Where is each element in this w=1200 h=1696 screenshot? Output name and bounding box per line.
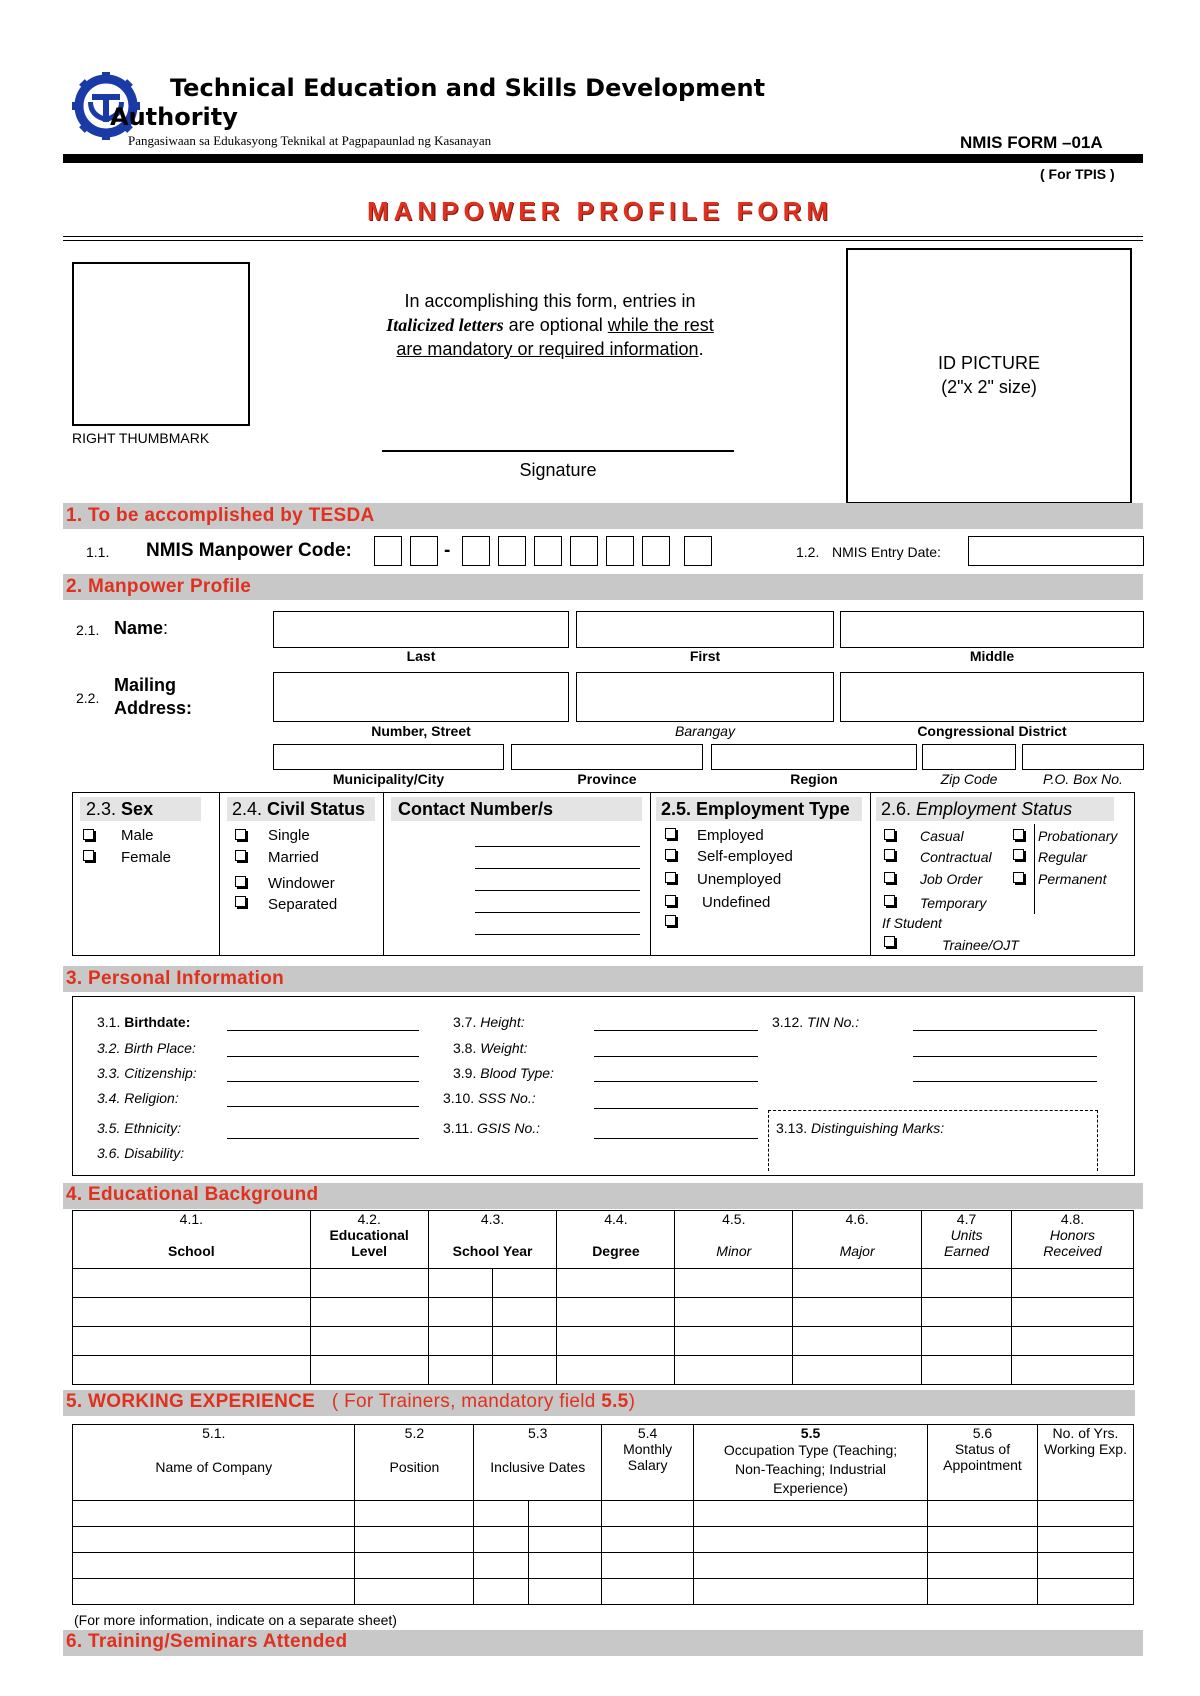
status-trainee-checkbox[interactable] xyxy=(884,936,895,947)
empstatus-inner-divider xyxy=(1034,824,1035,914)
ethnicity-num: 3.5. xyxy=(97,1120,121,1136)
edu-row[interactable] xyxy=(73,1327,1134,1356)
code-box-5[interactable] xyxy=(534,536,562,566)
status-divider-1 xyxy=(219,792,220,955)
disability-row xyxy=(97,1145,184,1161)
code-box-9[interactable] xyxy=(684,536,712,566)
edu-col-honors-num: 4.8. xyxy=(1060,1211,1085,1227)
instructions xyxy=(355,289,745,361)
section5-note-field: 5.5 xyxy=(601,1391,629,1412)
edu-col-major-num: 4.6. xyxy=(845,1211,869,1227)
work-col-occupation xyxy=(694,1425,928,1501)
bloodtype-line[interactable] xyxy=(594,1081,758,1082)
status-casual-label: Casual xyxy=(920,828,964,844)
work-col-years xyxy=(1037,1425,1133,1501)
sex-num: 2.3. xyxy=(86,799,117,819)
status-joborder-checkbox[interactable] xyxy=(884,872,895,883)
edu-row[interactable] xyxy=(73,1356,1134,1385)
instructions-italic: Italicized letters xyxy=(386,315,504,335)
id-picture-line2: (2"x 2" size) xyxy=(941,377,1037,397)
code-box-1[interactable] xyxy=(374,536,402,566)
address-province-label: Province xyxy=(577,771,637,787)
civil-windower-label: Windower xyxy=(268,875,335,892)
gsis-row xyxy=(443,1120,540,1136)
section5-note-suffix: ) xyxy=(628,1391,636,1412)
religion-label: Religion: xyxy=(124,1090,179,1106)
contact-line-1[interactable] xyxy=(475,846,640,847)
ethnicity-label: Ethnicity: xyxy=(124,1120,182,1136)
emptype-header xyxy=(661,799,850,820)
code-box-7[interactable] xyxy=(606,536,634,566)
weight-num: 3.8. xyxy=(453,1040,477,1056)
item-1-2-num: 1.2. xyxy=(796,544,820,560)
manpower-code-label: NMIS Manpower Code: xyxy=(146,540,352,561)
tin-num: 3.12. xyxy=(772,1014,804,1030)
work-col-dates xyxy=(474,1425,602,1501)
work-col-position-label: Position xyxy=(389,1459,440,1475)
sss-num: 3.10. xyxy=(443,1090,475,1106)
address-region-field[interactable] xyxy=(711,744,917,770)
weight-label: Weight: xyxy=(480,1040,528,1056)
height-num: 3.7. xyxy=(453,1014,477,1030)
civil-num: 2.4. xyxy=(232,799,263,819)
empstatus-num: 2.6. xyxy=(881,799,912,819)
tin-row xyxy=(772,1014,859,1030)
section5-note xyxy=(332,1391,635,1412)
edu-row[interactable] xyxy=(73,1269,1134,1298)
height-row xyxy=(453,1014,525,1030)
contact-line-5[interactable] xyxy=(475,934,640,935)
work-col-occupation-num: 5.5 xyxy=(800,1425,821,1441)
civil-separated-label: Separated xyxy=(268,896,338,913)
edu-col-honors xyxy=(1011,1211,1133,1269)
sex-female-label: Female xyxy=(121,849,172,866)
citizenship-num: 3.3. xyxy=(97,1065,121,1081)
ethnicity-row xyxy=(97,1120,181,1136)
edu-col-year xyxy=(428,1211,557,1269)
work-footnote: (For more information, indicate on a separate sheet) xyxy=(74,1612,397,1628)
mailing-label-line2: Address xyxy=(114,698,187,718)
emptype-employed-checkbox[interactable] xyxy=(665,828,676,839)
status-permanent-checkbox[interactable] xyxy=(1013,872,1024,883)
address-district-label: Congressional District xyxy=(917,723,1067,739)
bloodtype-label: Blood Type: xyxy=(480,1065,554,1081)
work-col-appointment-num: 5.6 xyxy=(972,1425,993,1441)
instructions-mid: are optional xyxy=(503,315,608,335)
edu-col-degree xyxy=(557,1211,675,1269)
bloodtype-row xyxy=(453,1065,554,1081)
address-province-field[interactable] xyxy=(511,744,703,770)
form-title: MANPOWER PROFILE FORM xyxy=(366,196,834,226)
section5-note-prefix: ( For Trainers, mandatory field xyxy=(331,1391,602,1412)
birthplace-label: Birth Place: xyxy=(124,1040,196,1056)
emptype-num: 2.5. xyxy=(661,799,692,819)
gsis-line[interactable] xyxy=(594,1138,758,1139)
address-region-label: Region xyxy=(790,771,838,787)
work-col-dates-num: 5.3 xyxy=(528,1425,548,1441)
name-label xyxy=(114,618,168,639)
tin-line-2[interactable] xyxy=(913,1056,1097,1057)
edu-col-degree-label: Degree xyxy=(592,1243,640,1259)
id-picture-line1: ID PICTURE xyxy=(937,353,1040,373)
org-subtitle: Pangasiwaan sa Edukasyong Teknikal at Pagpapaunlad ng Kasanayan xyxy=(128,133,492,148)
mailing-label: Mailing Address: xyxy=(114,675,193,718)
edu-col-school-label: School xyxy=(168,1243,215,1259)
signature-line xyxy=(382,450,734,452)
code-box-3[interactable] xyxy=(462,536,490,566)
work-col-company-num: 5.1. xyxy=(202,1425,226,1441)
status-regular-label: Regular xyxy=(1038,849,1088,865)
mailing-label-line1: Mailing xyxy=(114,675,176,695)
status-contractual-label: Contractual xyxy=(920,849,992,865)
work-col-company xyxy=(73,1425,355,1501)
edu-col-minor-label: Minor xyxy=(716,1243,752,1259)
civil-single-label: Single xyxy=(268,827,310,844)
edu-col-degree-num: 4.4. xyxy=(604,1211,628,1227)
title-rule-bottom xyxy=(63,240,1143,241)
gsis-label: GSIS No.: xyxy=(477,1120,541,1136)
religion-num: 3.4. xyxy=(97,1090,121,1106)
status-joborder-label: Job Order xyxy=(920,871,983,887)
name-last-label: Last xyxy=(406,648,436,664)
emptype-employed-label: Employed xyxy=(697,827,764,844)
edu-col-minor-num: 4.5. xyxy=(722,1211,746,1227)
birthdate-num: 3.1. xyxy=(97,1014,121,1030)
work-col-salary-label: Monthly Salary xyxy=(623,1441,673,1473)
work-table xyxy=(72,1424,1134,1605)
id-picture-label xyxy=(846,351,1132,399)
emptype-undefined-checkbox[interactable] xyxy=(665,895,676,906)
work-row[interactable] xyxy=(73,1527,1134,1553)
code-box-2[interactable] xyxy=(410,536,438,566)
education-table xyxy=(72,1210,1134,1385)
ethnicity-line[interactable] xyxy=(227,1138,419,1139)
marks-num: 3.13. xyxy=(776,1120,808,1136)
sss-label: SSS No.: xyxy=(478,1090,536,1106)
status-casual-checkbox[interactable] xyxy=(884,829,895,840)
work-col-salary xyxy=(602,1425,694,1501)
work-col-appointment-label: Status of Appointment xyxy=(943,1441,1022,1473)
work-row[interactable] xyxy=(73,1501,1134,1527)
address-city-label: Municipality/City xyxy=(332,771,445,787)
religion-line[interactable] xyxy=(227,1106,419,1107)
birthplace-line[interactable] xyxy=(227,1056,419,1057)
birthdate-label: Birthdate: xyxy=(124,1014,191,1030)
gsis-num: 3.11. xyxy=(443,1120,474,1136)
height-line[interactable] xyxy=(594,1030,758,1031)
civil-separated-checkbox[interactable] xyxy=(235,896,246,907)
thumbmark-label: RIGHT THUMBMARK xyxy=(72,430,210,446)
status-divider-2 xyxy=(383,792,384,955)
address-pobox-field[interactable] xyxy=(1022,744,1144,770)
birthdate-row xyxy=(97,1014,190,1030)
code-box-4[interactable] xyxy=(498,536,526,566)
civil-married-label: Married xyxy=(268,849,319,866)
status-regular-checkbox[interactable] xyxy=(1013,849,1024,860)
birthdate-line[interactable] xyxy=(227,1030,419,1031)
sex-header xyxy=(86,799,153,820)
code-box-6[interactable] xyxy=(570,536,598,566)
emptype-label: Employment Type xyxy=(696,799,850,819)
birthplace-num: 3.2. xyxy=(97,1040,121,1056)
birthplace-row xyxy=(97,1040,196,1056)
address-district-field[interactable] xyxy=(840,672,1144,722)
work-col-appointment xyxy=(928,1425,1038,1501)
disability-label: Disability: xyxy=(124,1145,185,1161)
status-probationary-checkbox[interactable] xyxy=(1013,829,1024,840)
height-label: Height: xyxy=(480,1014,525,1030)
marks-label: Distinguishing Marks: xyxy=(811,1120,945,1136)
instructions-period: . xyxy=(698,339,704,359)
status-divider-4 xyxy=(870,792,871,955)
status-probationary-label: Probationary xyxy=(1038,828,1118,844)
edu-col-year-num: 4.3. xyxy=(480,1211,505,1227)
section5-title: 5. WORKING EXPERIENCE xyxy=(66,1391,316,1412)
tin-line[interactable] xyxy=(913,1030,1097,1031)
bloodtype-num: 3.9. xyxy=(453,1065,477,1081)
name-last-field[interactable] xyxy=(273,611,569,648)
civil-header xyxy=(232,799,365,820)
instructions-line1: In accomplishing this form, entries in xyxy=(404,291,696,311)
address-zip-label: Zip Code xyxy=(940,771,998,787)
contact-line-3[interactable] xyxy=(475,890,640,891)
item-2-1-num: 2.1. xyxy=(76,622,100,638)
thumbmark-box[interactable] xyxy=(72,262,250,426)
sss-line[interactable] xyxy=(594,1108,758,1109)
name-label-text: Name xyxy=(114,618,164,638)
item-1-1-num: 1.1. xyxy=(86,544,110,560)
name-label-colon: : xyxy=(163,618,169,638)
sex-male-checkbox[interactable] xyxy=(83,829,94,840)
name-first-field[interactable] xyxy=(576,611,834,648)
edu-col-major xyxy=(793,1211,922,1269)
item-2-2-num: 2.2. xyxy=(76,690,100,706)
form-code: NMIS FORM –01A xyxy=(960,133,1103,152)
tin-label: TIN No.: xyxy=(807,1014,860,1030)
emptype-unemployed-label: Unemployed xyxy=(697,871,782,888)
title-rule-top xyxy=(63,236,1143,237)
emptype-undefined-label: Undefined xyxy=(702,894,771,911)
civil-single-checkbox[interactable] xyxy=(235,829,246,840)
instructions-underlined2: are mandatory or required information xyxy=(396,339,699,359)
status-temporary-label: Temporary xyxy=(920,895,987,911)
form-note: ( For TPIS ) xyxy=(1040,166,1115,182)
weight-line[interactable] xyxy=(594,1056,758,1057)
work-col-occupation-label: Occupation Type (Teaching; Non-Teaching; Industrial Experience) xyxy=(723,1442,898,1496)
status-trainee-label: Trainee/OJT xyxy=(942,937,1019,953)
sex-female-checkbox[interactable] xyxy=(83,850,94,861)
contact-label: Contact Number/s xyxy=(398,799,554,819)
sex-male-label: Male xyxy=(121,827,154,844)
address-city-field[interactable] xyxy=(273,744,504,770)
code-dash: - xyxy=(444,540,451,561)
edu-col-honors-label: Honors Received xyxy=(1043,1227,1102,1259)
work-row[interactable] xyxy=(73,1553,1134,1579)
civil-label: Civil Status xyxy=(267,799,366,819)
edu-col-school-num: 4.1. xyxy=(179,1211,204,1227)
edu-col-level-num: 4.2. xyxy=(357,1211,381,1227)
work-col-salary-num: 5.4 xyxy=(637,1425,658,1441)
org-name: Technical Education and Skills Development Authority xyxy=(110,74,766,131)
contact-line-2[interactable] xyxy=(475,868,640,869)
work-row[interactable] xyxy=(73,1579,1134,1605)
instructions-underlined1: while the rest xyxy=(607,315,714,335)
civil-married-checkbox[interactable] xyxy=(235,850,246,861)
section5-header xyxy=(66,1391,635,1413)
sex-label: Sex xyxy=(121,799,154,819)
edu-col-units xyxy=(922,1211,1012,1269)
religion-row xyxy=(97,1090,179,1106)
address-street-field[interactable] xyxy=(273,672,569,722)
status-permanent-label: Permanent xyxy=(1038,871,1107,887)
status-temporary-checkbox[interactable] xyxy=(884,895,895,906)
emptype-self-checkbox[interactable] xyxy=(665,849,676,860)
marks-row xyxy=(776,1120,944,1136)
edu-row[interactable] xyxy=(73,1298,1134,1327)
signature-label: Signature xyxy=(519,460,597,480)
edu-col-major-label: Major xyxy=(839,1243,875,1259)
code-box-8[interactable] xyxy=(642,536,670,566)
section2-title: 2. Manpower Profile xyxy=(66,576,252,597)
name-middle-label: Middle xyxy=(969,648,1015,664)
edu-col-minor xyxy=(675,1211,793,1269)
work-col-dates-label: Inclusive Dates xyxy=(490,1459,586,1475)
status-divider-3 xyxy=(650,792,651,955)
emptype-self-label: Self-employed xyxy=(697,848,793,865)
citizenship-label: Citizenship: xyxy=(124,1065,197,1081)
work-col-years-label: No. of Yrs. Working Exp. xyxy=(1043,1425,1127,1457)
empstatus-label: Employment Status xyxy=(916,799,1073,819)
if-student-label: If Student xyxy=(882,915,942,931)
edu-col-school xyxy=(73,1211,311,1269)
status-contractual-checkbox[interactable] xyxy=(884,849,895,860)
edu-col-units-label: Units Earned xyxy=(943,1227,990,1259)
work-col-position-num: 5.2 xyxy=(404,1425,425,1441)
section3-title: 3. Personal Information xyxy=(66,968,285,989)
name-first-label: First xyxy=(689,648,721,664)
address-barangay-field[interactable] xyxy=(576,672,834,722)
entry-date-field[interactable] xyxy=(968,536,1144,566)
work-col-company-label: Name of Company xyxy=(155,1459,273,1475)
tin-line-3[interactable] xyxy=(913,1081,1097,1082)
section4-title: 4. Educational Background xyxy=(66,1184,319,1205)
edu-col-level xyxy=(310,1211,428,1269)
work-col-position xyxy=(355,1425,474,1501)
edu-col-level-label: Educational Level xyxy=(329,1227,409,1259)
emptype-unemployed-checkbox[interactable] xyxy=(665,872,676,883)
disability-num: 3.6. xyxy=(97,1145,121,1161)
citizenship-line[interactable] xyxy=(227,1081,419,1082)
section6-title: 6. Training/Seminars Attended xyxy=(66,1631,348,1652)
section1-title: 1. To be accomplished by TESDA xyxy=(66,505,375,526)
edu-col-units-num: 4.7 xyxy=(956,1211,977,1227)
address-zip-field[interactable] xyxy=(922,744,1016,770)
entry-date-label: NMIS Entry Date: xyxy=(832,544,941,560)
address-pobox-label: P.O. Box No. xyxy=(1043,771,1123,787)
emptype-extra-checkbox[interactable] xyxy=(665,915,676,926)
header-rule xyxy=(63,154,1143,163)
address-barangay-label: Barangay xyxy=(675,723,735,739)
citizenship-row xyxy=(97,1065,197,1081)
sss-row xyxy=(443,1090,536,1106)
name-middle-field[interactable] xyxy=(840,611,1144,648)
weight-row xyxy=(453,1040,527,1056)
empstatus-header xyxy=(881,799,1072,820)
edu-col-year-label: School Year xyxy=(452,1243,533,1259)
civil-windower-checkbox[interactable] xyxy=(235,876,246,887)
contact-line-4[interactable] xyxy=(475,912,640,913)
address-street-label: Number, Street xyxy=(371,723,471,739)
